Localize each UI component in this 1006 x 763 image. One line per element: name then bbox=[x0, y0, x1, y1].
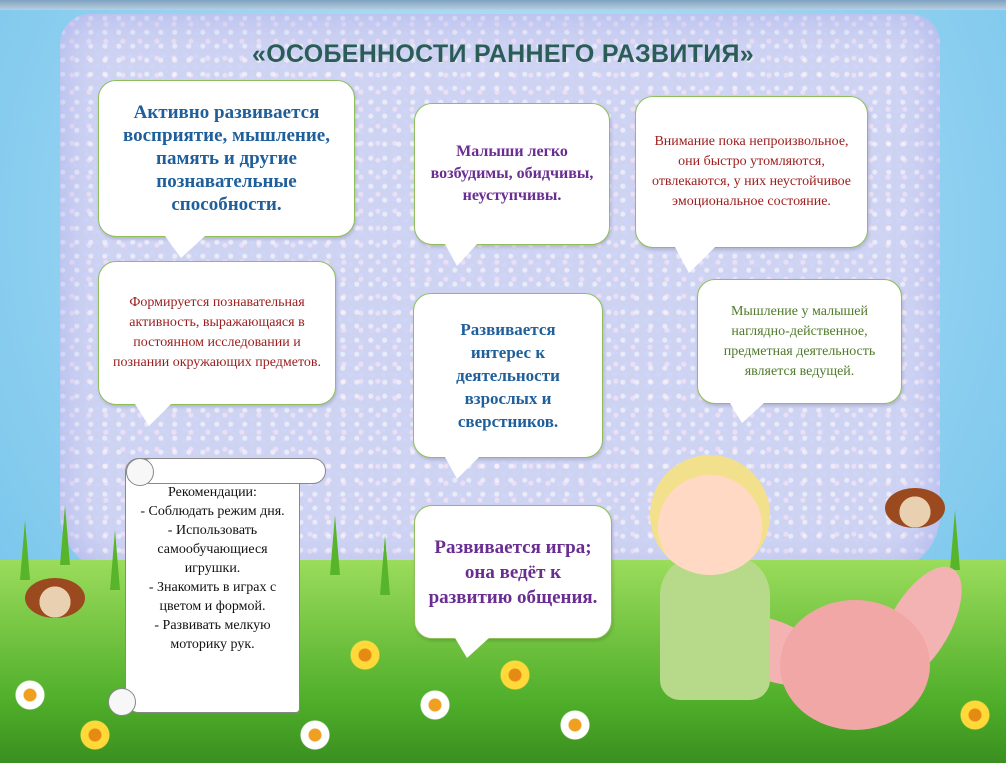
bubble-perception-text: Активно развивается восприятие, мышление, память и другие познавательные способности. bbox=[122, 102, 330, 215]
bubble-thinking bbox=[697, 279, 902, 404]
page-title: «ОСОБЕННОСТИ РАННЕГО РАЗВИТИЯ» bbox=[252, 40, 754, 68]
bubble-tail bbox=[165, 236, 205, 258]
scroll-top-roll bbox=[138, 458, 326, 484]
scroll-curl bbox=[108, 688, 136, 716]
bubble-tail bbox=[135, 404, 171, 426]
bunny-toy bbox=[780, 600, 930, 730]
bubble-attention-text: Внимание пока непроизвольное, они быстро утомляются, отвлекаются, у них неустойчивое эмоциональное состояние. bbox=[652, 134, 851, 209]
bubble-cognitive-activity-text: Формируется познавательная активность, выражающаяся в постоянном исследовании и познании окружающих предметов. bbox=[112, 295, 322, 370]
bubble-play bbox=[414, 505, 612, 639]
bubble-thinking-text: Мышление у малышей наглядно-действенное, предметная деятельность является ведущей. bbox=[723, 303, 876, 379]
top-border bbox=[0, 0, 1006, 10]
child-figure bbox=[660, 555, 770, 700]
bird-right bbox=[885, 488, 945, 528]
bubble-tail bbox=[445, 244, 477, 266]
bird-left bbox=[25, 578, 85, 618]
bubble-play-text: Развивается игра; она ведёт к развитию общения. bbox=[428, 536, 598, 608]
bubble-excitable-text: Малыши легко возбудимы, обидчивы, неуступчивы. bbox=[430, 143, 594, 204]
bubble-tail bbox=[675, 247, 715, 273]
recommendation-item: - Развивать мелкую моторику рук. bbox=[154, 618, 271, 652]
child-head bbox=[650, 455, 770, 575]
scroll-curl bbox=[126, 458, 154, 486]
bubble-excitable bbox=[414, 103, 610, 245]
bubble-interest-text: Развивается интерес к деятельности взрослых и сверстников. bbox=[456, 320, 560, 431]
recommendations-heading: Рекомендации: bbox=[168, 485, 257, 500]
recommendation-item: - Соблюдать режим дня. bbox=[140, 504, 285, 519]
bubble-perception bbox=[98, 80, 355, 237]
recommendation-item: - Использовать самообучающиеся игрушки. bbox=[157, 523, 268, 576]
bubble-attention bbox=[635, 96, 868, 248]
bubble-interest bbox=[413, 293, 603, 458]
recommendation-item: - Знакомить в играх с цветом и формой. bbox=[148, 580, 277, 614]
bubble-tail bbox=[730, 403, 764, 423]
bubble-tail bbox=[445, 457, 479, 479]
bubble-cognitive-activity bbox=[98, 261, 336, 405]
bubble-tail bbox=[455, 638, 489, 658]
recommendations-scroll bbox=[125, 458, 300, 713]
